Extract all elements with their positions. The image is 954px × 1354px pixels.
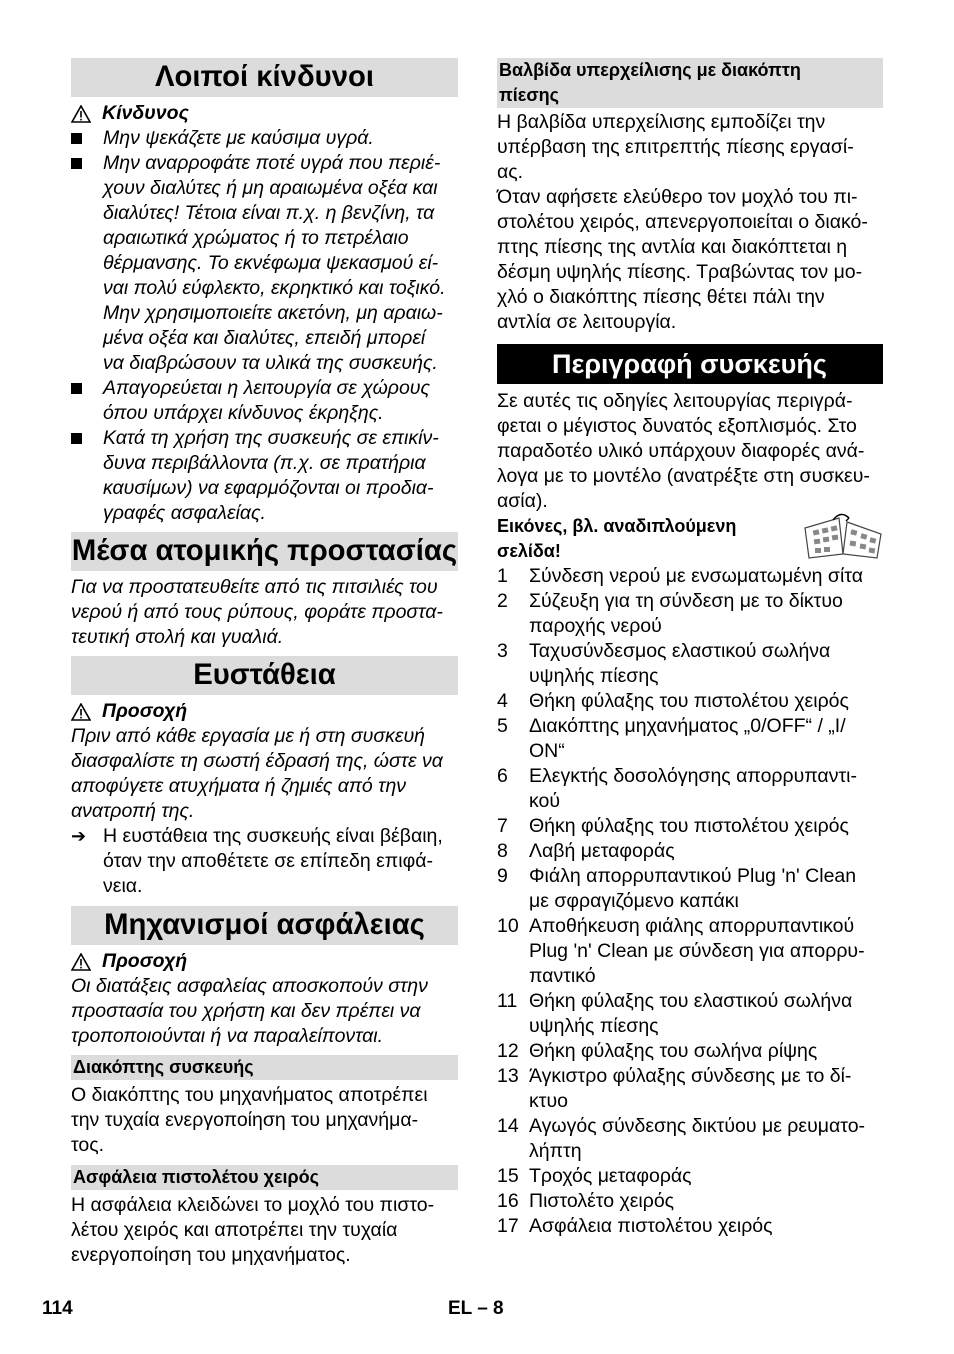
figures-note: Εικόνες, βλ. αναδιπλούμενη σελίδα! [497, 514, 883, 564]
list-item: Μην αναρροφάτε ποτέ υγρά που περιέ- χουν διαλύτες ή μη αραιωμένα οξέα και διαλύτες! Τέτοια είναι π.χ. η βενζίνη, τα αραιωτικά χρώματος ή το πετρέλαιο θέρμανσης. Το εκνέφωμα ψεκασμού εί- ναι πολύ εύφλεκτο, εκρηκτικό και τοξικό. Μην χρησιμοποιείτε ακετόνη, μη αραιω- μένα οξέα και διαλύτες, επειδή μπορεί να διαβρώσουν τα υλικά της συσκευής. [71, 151, 458, 376]
stability-arrow-item: ➔ Η ευστάθεια της συσκευής είναι βέβαιη, όταν την αποθέτετε σε επίπεδη επιφά- νεια. [71, 825, 443, 897]
square-bullet-icon [71, 133, 82, 144]
warning-triangle-icon [71, 703, 91, 721]
caution-warning [71, 699, 458, 724]
caution-label: Προσοχή [102, 700, 188, 722]
list-item: 16 Πιστολέτο χειρός [497, 1190, 675, 1212]
danger-bullet-list [71, 126, 458, 526]
list-item: 3 Ταχυσύνδεσμος ελαστικού σωλήνα υψηλής πίεσης [497, 640, 831, 687]
section-title-safety-devices: Μηχανισμοί ασφάλειας [71, 906, 458, 945]
list-item: 15 Τροχός μεταφοράς [497, 1165, 692, 1187]
square-bullet-icon [71, 158, 82, 169]
right-column [497, 58, 883, 1239]
safety-devices-text: Οι διατάξεις ασφαλείας αποσκοπούν στην προστασία του χρήστη και δεν πρέπει να τροποποιούνται ή να παραλείπονται. [71, 975, 428, 1047]
subsection-title-gun-lock: Ασφάλεια πιστολέτου χειρός [71, 1165, 458, 1190]
list-item: 14 Αγωγός σύνδεσης δικτύου με ρευματο- λήπτη [497, 1115, 866, 1162]
overflow-valve-text-1: Η βαλβίδα υπερχείλισης εμποδίζει την υπέρβαση της επιτρεπτής πίεσης εργασί- ας. [497, 111, 854, 183]
list-item: 10 Αποθήκευση φιάλης απορρυπαντικού Plug 'n' Clean με σύνδεση για απορρυ- παντικό [497, 915, 865, 987]
list-item: Μην ψεκάζετε με καύσιμα υγρά. [71, 126, 458, 151]
danger-warning [71, 101, 458, 126]
page-number: 114 [42, 1298, 73, 1319]
list-item: 7 Θήκη φύλαξης του πιστολέτου χειρός [497, 815, 849, 837]
gun-lock-text: Η ασφάλεια κλειδώνει το μοχλό του πιστο- λέτου χειρός και αποτρέπει την τυχαία ενεργοποίηση του μηχανήματος. [71, 1194, 435, 1266]
section-title-ppe: Μέσα ατομικής προστασίας [71, 532, 458, 571]
square-bullet-icon [71, 433, 82, 444]
list-item: 9 Φιάλη απορρυπαντικού Plug 'n' Clean με σφραγιζόμενο καπάκι [497, 865, 857, 912]
parts-list [497, 564, 883, 1239]
intro-text: Σε αυτές τις οδηγίες λειτουργίας περιγρά- φεται ο μέγιστος δυνατός εξοπλισμός. Στο παραδοτέο υλικό υπάρχουν διαφορές ανά- λογα με το μοντέλο (ανατρέξτε στη συσκευ- ασία). [497, 390, 870, 512]
caution-label: Προσοχή [102, 950, 188, 972]
list-item: 17 Ασφάλεια πιστολέτου χειρός [497, 1215, 773, 1237]
list-item: Απαγορεύεται η λειτουργία σε χώρους όπου υπάρχει κίνδυνος έκρηξης. [71, 376, 458, 426]
list-item: 12 Θήκη φύλαξης του σωλήνα ρίψης [497, 1040, 818, 1062]
list-item: 1 Σύνδεση νερού με ενσωματωμένη σίτα [497, 565, 863, 587]
main-heading-device-description: Περιγραφή συσκευής [497, 344, 883, 384]
list-item: 4 Θήκη φύλαξης του πιστολέτου χειρός [497, 690, 849, 712]
warning-triangle-icon [71, 953, 91, 971]
list-item: 5 Διακόπτης μηχανήματος „0/OFF“ / „I/ ON“ [497, 715, 846, 762]
language-page-label: EL – 8 [448, 1298, 504, 1319]
arrow-right-icon: ➔ [71, 826, 87, 846]
danger-label: Κίνδυνος [102, 102, 189, 124]
section-title-stability: Ευστάθεια [71, 656, 458, 695]
list-item: Κατά τη χρήση της συσκευής σε επικίν- δυνα περιβάλλοντα (π.χ. σε πρατήρια καυσίμων) να εφαρμόζονται οι προδια- γραφές ασφαλείας. [71, 426, 458, 526]
list-item: 13 Άγκιστρο φύλαξης σύνδεσης με το δί- κτυο [497, 1065, 852, 1112]
list-item: 11 Θήκη φύλαξης του ελαστικού σωλήνα υψηλής πίεσης [497, 990, 853, 1037]
subsection-title-device-switch: Διακόπτης συσκευής [71, 1055, 458, 1080]
device-switch-text: Ο διακόπτης του μηχανήματος αποτρέπει την τυχαία ενεργοποίηση του μηχανήμα- τος. [71, 1084, 428, 1156]
ppe-text: Για να προστατευθείτε από τις πιτσιλιές του νερού ή από τους ρύπους, φοράτε προστα- τευτική στολή και γυαλιά. [71, 576, 443, 648]
warning-triangle-icon [71, 105, 91, 123]
square-bullet-icon [71, 383, 82, 394]
list-item: 2 Σύζευξη για τη σύνδεση με το δίκτυο παροχής νερού [497, 590, 843, 637]
stability-text: Πριν από κάθε εργασία με ή στη συσκευή διασφαλίστε τη σωστή έδρασή της, ώστε να αποφύγετε ατυχήματα ή ζημιές από την ανατροπή της. [71, 725, 443, 822]
list-item: 6 Ελεγκτής δοσολόγησης απορρυπαντι- κού [497, 765, 857, 812]
folded-book-icon [803, 510, 883, 560]
overflow-valve-text-2: Όταν αφήσετε ελεύθερο τον μοχλό του πι- στολέτου χειρός, απενεργοποιείται ο διακό- πτης πίεσης της αντλία και διακόπτεται η δέσμη υψηλής πίεσης. Τραβώντας τον μο- χλό ο διακόπτης πίεσης θέτει πάλι την αντλία σε λειτουργία. [497, 186, 868, 333]
section-title-other-hazards: Λοιποί κίνδυνοι [71, 58, 458, 97]
caution-warning [71, 949, 458, 974]
subsection-title-overflow-valve: Βαλβίδα υπερχείλισης με διακόπτη πίεσης [497, 58, 883, 108]
list-item: 8 Λαβή μεταφοράς [497, 840, 675, 862]
left-column [71, 58, 458, 1268]
